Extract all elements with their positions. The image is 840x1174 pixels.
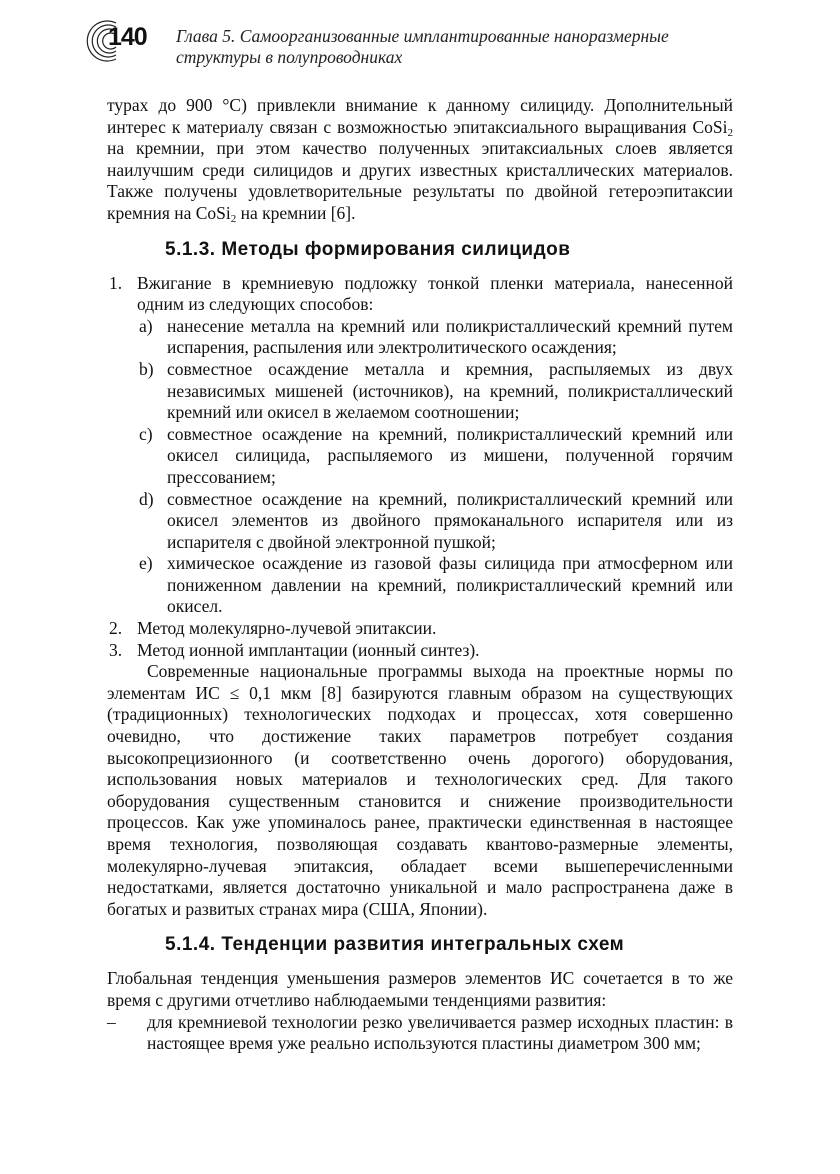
list-marker: 2. [109, 618, 123, 639]
sub-list-item: b) совместное осаждение металла и кремния, распыляемых из двух независимых мишеней (источников), на кремний, поликристаллический кремний или окисел в желаемом соотношении; [139, 358, 733, 423]
list-item-text: Метод ионной имплантации (ионный синтез). [137, 639, 480, 660]
list-item [107, 273, 733, 619]
page-content [107, 95, 733, 1055]
list-marker: 3. [109, 639, 123, 660]
trends-list [107, 1012, 733, 1055]
page-header [86, 20, 746, 76]
running-head: Глава 5. Самоорганизованные имплантированные наноразмерные структуры в полупроводниках [176, 26, 669, 67]
intro-paragraph: турах до 900 °С) привлекли внимание к данному силициду. Дополнительный интерес к материалу связан с возможностью эпитаксиального выращивания CoSi$_2$ на кремнии, при этом качество полученных эпитаксиальных слоев является наилучшим среди силицидов и других известных кристаллических материалов. Также получены удовлетворительные результаты по двойной гетероэпитаксии кремния на CoSi$_2$ на кремнии [6]. [107, 95, 733, 225]
list-item [107, 1012, 733, 1055]
page-number: 140 [108, 23, 147, 51]
list-item-text: Вжигание в кремниевую подложку тонкой пленки материала, нанесенной одним из следующих способов: [137, 272, 733, 315]
sub-list [137, 316, 733, 618]
list-marker: 1. [109, 272, 123, 293]
sub-list-item: e) химическое осаждение из газовой фазы силицида при атмосферном или пониженном давлении на кремний, поликристаллический кремний или окисел. [139, 553, 733, 617]
sub-list-item: a) нанесение металла на кремний или поликристаллический кремний путем испарения, распыления или электролитического осаждения; [139, 315, 733, 358]
list-marker: – [107, 1011, 116, 1032]
sub-list-item: c) совместное осаждение на кремний, поликристаллический кремний или окисел силицида, распыляемого из мишени, полученной горячим прессованием; [139, 423, 733, 487]
body-paragraph: Современные национальные программы выхода на проектные нормы по элементам ИС ≤ 0,1 мкм [8] базируются главным образом на существующих (традиционных) технологических подходах и процессах, хотя совершенно очевидно, что достижение таких параметров потребует создания высокопрецизионного (и соответственно очень дорогого) оборудования, использования новых материалов и технологических сред. Для такого оборудования существенным становится и снижение производительности процессов. Как уже упоминалось ранее, практически единственная в настоящее время технология, позволяющая создавать квантово-размерные элементы, молекулярно-лучевая эпитаксия, обладает всеми вышеперечисленными недостатками, является достаточно уникальной и мало распространена даже в богатых и развитых странах мира (США, Японии). [107, 661, 733, 919]
section-heading-5-1-4: 5.1.4. Тенденции развития интегральных схем [165, 934, 625, 956]
list-item-text: Метод молекулярно-лучевой эпитаксии. [137, 618, 437, 639]
section-heading-5-1-3: 5.1.3. Методы формирования силицидов [165, 238, 571, 260]
list-item [107, 640, 733, 662]
list-item [107, 618, 733, 640]
section-intro-paragraph: Глобальная тенденция уменьшения размеров элементов ИС сочетается в то же время с другими отчетливо наблюдаемыми тенденциями развития: [107, 968, 733, 1010]
list-item-text: для кремниевой технологии резко увеличивается размер исходных пластин: в настоящее время уже реально используются пластины диаметром 300 мм; [147, 1011, 733, 1054]
sub-list-item: d) совместное осаждение на кремний, поликристаллический кремний или окисел элементов из двойного прямоканального испарителя или из испарителя с двойной электронной пушкой; [139, 488, 733, 552]
methods-list [107, 273, 733, 662]
